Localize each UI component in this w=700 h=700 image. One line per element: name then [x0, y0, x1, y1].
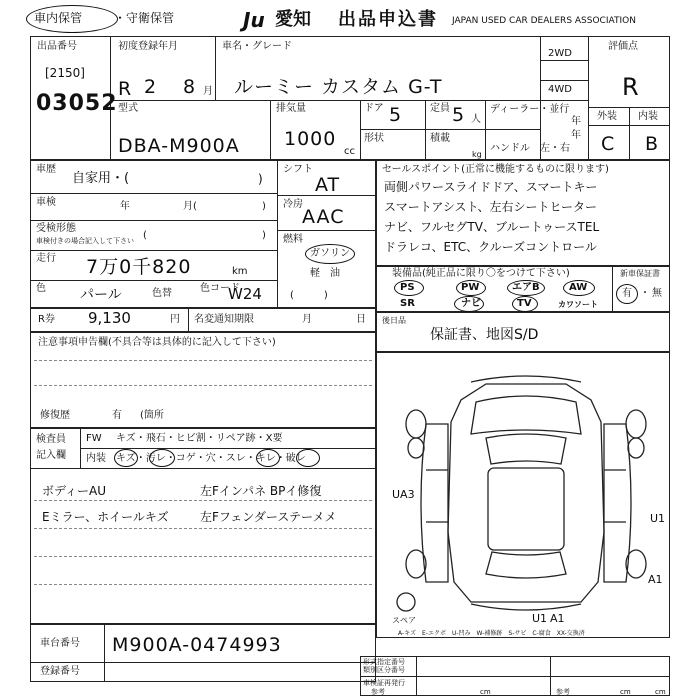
receipt-note: 車検付きの場合記入して下さい — [36, 237, 134, 245]
model-code: DBA-M900A — [118, 135, 240, 157]
damage-mark: A1 — [648, 573, 663, 586]
color-value: パール — [80, 287, 122, 303]
repair-history-value: 有 — [112, 410, 122, 421]
interior-grade: B — [645, 133, 660, 155]
sales-point-line: スマートアシスト、左右シートヒーター — [384, 200, 598, 214]
recycle-label: R券 — [38, 314, 55, 325]
equipment-sr: SR — [400, 298, 415, 309]
displacement-unit: cc — [344, 146, 355, 157]
warranty-yes: 有 — [622, 288, 632, 299]
form-title: 出品申込書 — [338, 9, 438, 30]
inspector-label: 検査員 — [36, 434, 66, 445]
registration-era: R — [118, 78, 133, 100]
notes-label: 注意事項申告欄(不具合等は具体的に記入して下さい) — [38, 337, 276, 348]
ac-label: 冷房 — [283, 199, 303, 210]
damage-mark: A1 — [550, 612, 565, 625]
registration-year: 2 — [144, 76, 158, 98]
inspection-month-day: 月( — [183, 201, 197, 212]
doors-label: ドア — [364, 103, 384, 114]
color-code-value: W24 — [228, 285, 262, 303]
capacity-unit: 人 — [471, 114, 481, 125]
lot-sub-number: [2150] — [45, 66, 85, 80]
after-sale-value: 保証書、地図S/D — [430, 327, 539, 343]
mileage-value: 7万0千820 — [86, 256, 192, 278]
mark-circle-wear — [256, 449, 280, 467]
interior-items-label: 内装 — [86, 453, 106, 464]
shift-label: シフト — [283, 164, 313, 175]
shape-label: 形状 — [364, 133, 384, 144]
load-label: 積載 — [430, 133, 450, 144]
load-unit: kg — [472, 150, 482, 159]
fuel-other: ( ) — [290, 290, 328, 301]
chassis-number: M900A-0474993 — [112, 634, 282, 656]
inspection-close: ) — [262, 201, 266, 212]
mark-circle-scratch — [114, 449, 138, 467]
damage-mark: U1 — [532, 612, 548, 625]
shift-value: AT — [315, 174, 341, 196]
lot-number: 03052 — [36, 91, 118, 116]
registration-number-label: 登録番号 — [40, 666, 80, 677]
history-close: ) — [258, 172, 263, 186]
name-change-label: 名変通知期限 — [194, 314, 254, 325]
mileage-label: 走行 — [36, 253, 56, 264]
remark-line: 左Fインパネ BPイ修復 — [200, 484, 322, 498]
first-registration-label: 初度登録年月 — [118, 41, 178, 52]
capacity-label: 定員 — [430, 103, 450, 114]
fw-items: キズ・飛石・ヒビ割・リペア跡・X要 — [116, 433, 283, 444]
doors-value: 5 — [389, 104, 403, 126]
repair-history-place: (箇所 — [140, 410, 164, 421]
receipt-label: 受検形態 — [36, 223, 76, 234]
equipment-airbag: エアB — [512, 282, 540, 293]
spare-label: スペア — [392, 616, 416, 625]
interior-label: 内装 — [638, 111, 658, 122]
equipment-ps: PS — [400, 282, 415, 293]
name-change-month: 月 — [302, 314, 312, 325]
color-code-label: 色コード — [200, 283, 240, 294]
fuel-gasoline: ガソリン — [310, 248, 350, 259]
sales-point-line: ナビ、フルセグTV、ブルートゥースTEL — [384, 220, 600, 234]
recycle-unit: 円 — [170, 314, 180, 325]
interior-items: キズ・汚レ・コゲ・穴・スレ・キレ・破レ — [116, 453, 306, 464]
history-value: 自家用・( — [72, 171, 130, 186]
exterior-grade: C — [601, 133, 616, 155]
inspector-entry-label: 記入欄 — [36, 450, 66, 461]
equipment-aw: AW — [569, 282, 588, 293]
storage-option-cabin: 車内保管 — [34, 11, 83, 25]
drive-4wd: 4WD — [548, 84, 572, 95]
ju-logo: Ju — [243, 8, 265, 32]
displacement-label: 排気量 — [276, 103, 306, 114]
equipment-label: 装備品(純正品に限り〇をつけて下さい) — [392, 268, 570, 279]
equipment-tv: TV — [517, 298, 532, 309]
remark-line: 左Fフェンダーステーメメ — [200, 510, 337, 524]
inspection-label: 車検 — [36, 197, 56, 208]
color-label: 色 — [36, 283, 46, 294]
history-label: 車歴 — [36, 164, 56, 175]
reference-label: 参考 — [371, 688, 385, 696]
type-designation-label: 形式指定番号 — [363, 658, 405, 666]
damage-mark: U1 — [650, 512, 666, 525]
warranty-separator: ・ — [640, 288, 650, 299]
warranty-label: 新車保証書 — [620, 269, 660, 278]
displacement-value: 1000 — [284, 128, 337, 150]
drive-2wd: 2WD — [548, 48, 572, 59]
registration-month-unit: 月 — [203, 86, 213, 97]
handle-label: ハンドル 左・右 — [490, 143, 570, 154]
receipt-open: ( — [143, 230, 147, 241]
equipment-pw: PW — [461, 282, 480, 293]
reissue-label: 車検証再発行 — [363, 679, 405, 687]
sales-point-line: ドラレコ、ETC、クルーズコントロール — [384, 240, 597, 254]
color-change-label: 色替 — [152, 288, 172, 299]
sales-point-line: 両側パワースライドドア、スマートキー — [384, 180, 598, 194]
mileage-unit: km — [232, 266, 248, 277]
exterior-label: 外装 — [597, 111, 617, 122]
mark-circle-stain — [149, 449, 175, 467]
capacity-value: 5 — [452, 104, 466, 126]
aichi-label: 愛知 — [275, 9, 311, 30]
model-label: 型式 — [118, 103, 138, 114]
association-name: JAPAN USED CAR DEALERS ASSOCIATION — [452, 16, 636, 26]
after-sale-label: 後日品 — [382, 316, 406, 325]
inspection-year: 年 — [120, 201, 130, 212]
damage-mark: UA3 — [392, 488, 415, 501]
reference-label: 参考 — [556, 688, 570, 696]
rating-value: R — [622, 73, 641, 101]
fw-label: FW — [86, 433, 102, 444]
damage-legend: A-キズ E-エクボ U-凹み W-補修跡 S-サビ C-腐食 XX-交換済 — [398, 630, 585, 637]
warranty-no: 無 — [652, 288, 662, 299]
ac-value: AAC — [302, 206, 345, 228]
equipment-navi: ナビ — [461, 298, 481, 309]
storage-option-guard: 守衛保管 — [126, 11, 175, 25]
receipt-close: ) — [262, 230, 266, 241]
repair-history-label: 修復歴 — [40, 410, 70, 421]
mark-circle-cut — [296, 449, 320, 467]
rating-label: 評価点 — [608, 41, 638, 52]
recycle-value: 9,130 — [88, 309, 131, 327]
car-damage-diagram — [376, 352, 670, 638]
vehicle-name: ルーミー カスタム G-T — [234, 76, 443, 98]
reference-cm: cm — [480, 688, 491, 696]
fuel-label: 燃料 — [283, 234, 303, 245]
reference-cm: cm — [655, 688, 666, 696]
dealer-year-1: 年 — [571, 116, 581, 127]
reference-cm: cm — [620, 688, 631, 696]
registration-month: 8 — [183, 76, 197, 98]
sales-points-label: セールスポイント(正常に機能するものに限ります) — [382, 164, 609, 175]
storage-separator: ・ — [114, 11, 127, 25]
chassis-label: 車台番号 — [40, 638, 80, 649]
dealer-label: ディーラー・並行 — [490, 104, 570, 115]
name-change-day: 日 — [356, 314, 366, 325]
vehicle-name-label: 車名・グレード — [222, 41, 292, 52]
equipment-kawasort: カワソート — [558, 300, 598, 309]
dealer-year-2: 年 — [571, 130, 581, 141]
lot-label: 出品番号 — [37, 41, 77, 52]
fuel-diesel: 軽 油 — [310, 268, 340, 279]
remark-line: ボディーAU — [42, 484, 107, 498]
category-number-label: 類別区分番号 — [363, 666, 405, 674]
remark-line: Eミラー、ホイールキズ — [42, 510, 169, 524]
